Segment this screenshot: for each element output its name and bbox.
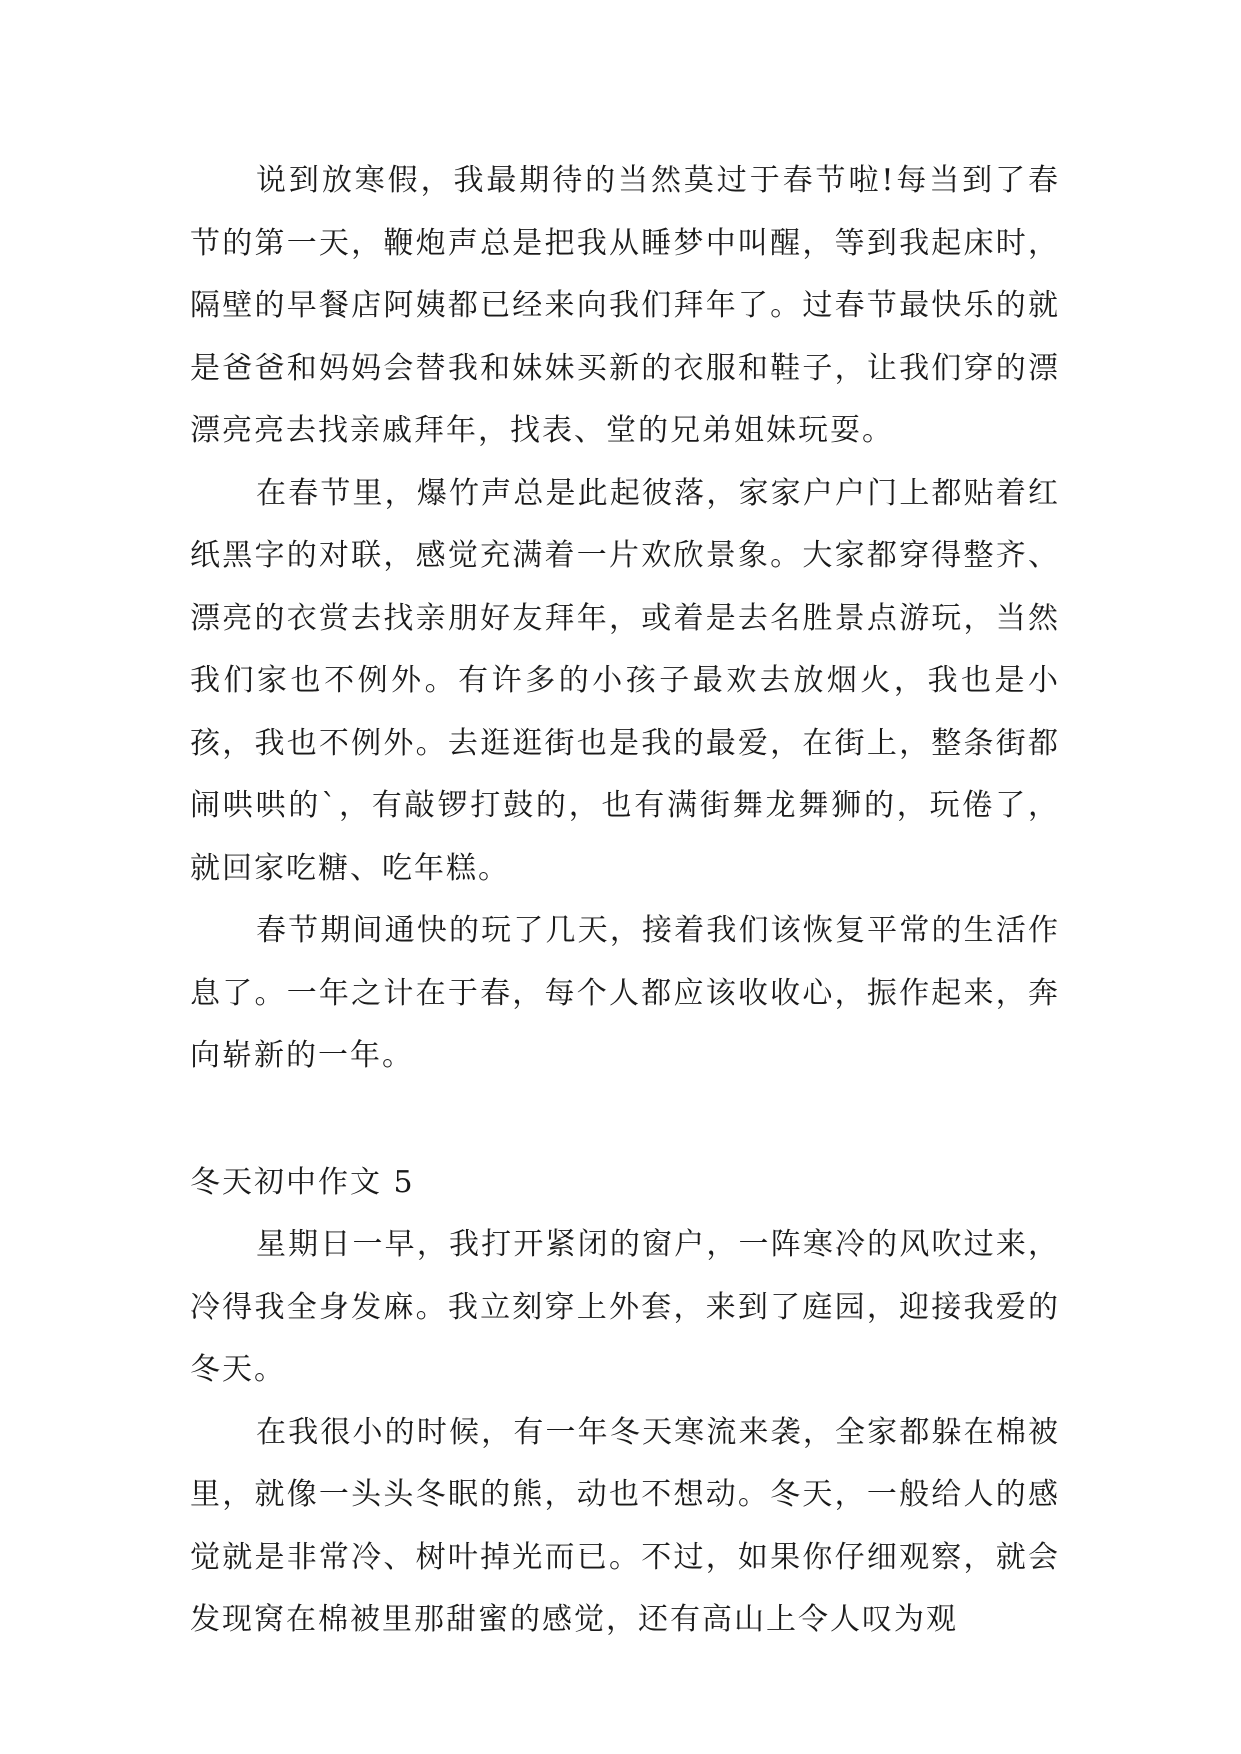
paragraph-spring-festival-3: 春节期间通快的玩了几天，接着我们该恢复平常的生活作息了。一年之计在于春，每个人都应该收收心，振作起来，奔向崭新的一年。 [190,913,1060,1073]
document-page [190,150,1060,1652]
essay-heading: 冬天初中作文 5 [190,1164,415,1200]
paragraph-spring-festival-1: 说到放寒假，我最期待的当然莫过于春节啦!每当到了春节的第一天，鞭炮声总是把我从睡梦中叫醒，等到我起床时，隔壁的早餐店阿姨都已经来向我们拜年了。过春节最快乐的就是爸爸和妈妈会替我和妹妹买新的衣服和鞋子，让我们穿的漂漂亮亮去找亲戚拜年，找表、堂的兄弟姐妹玩耍。 [190,163,1060,448]
paragraph-winter-1: 星期日一早，我打开紧闭的窗户，一阵寒冷的风吹过来，冷得我全身发麻。我立刻穿上外套，来到了庭园，迎接我爱的冬天。 [190,1227,1060,1387]
paragraph-spring-festival-2: 在春节里，爆竹声总是此起彼落，家家户户门上都贴着红纸黑字的对联，感觉充满着一片欢欣景象。大家都穿得整齐、漂亮的衣赏去找亲朋好友拜年，或着是去名胜景点游玩，当然我们家也不例外。有许多的小孩子最欢去放烟火，我也是小孩，我也不例外。去逛逛街也是我的最爱，在街上，整条街都闹哄哄的`，有敲锣打鼓的，也有满街舞龙舞狮的，玩倦了，就回家吃糖、吃年糕。 [190,475,1060,886]
paragraph-winter-2: 在我很小的时候，有一年冬天寒流来袭，全家都躲在棉被里，就像一头头冬眠的熊，动也不想动。冬天，一般给人的感觉就是非常冷、树叶掉光而已。不过，如果你仔细观察，就会发现窝在棉被里那甜蜜的感觉，还有高山上令人叹为观 [190,1414,1060,1637]
